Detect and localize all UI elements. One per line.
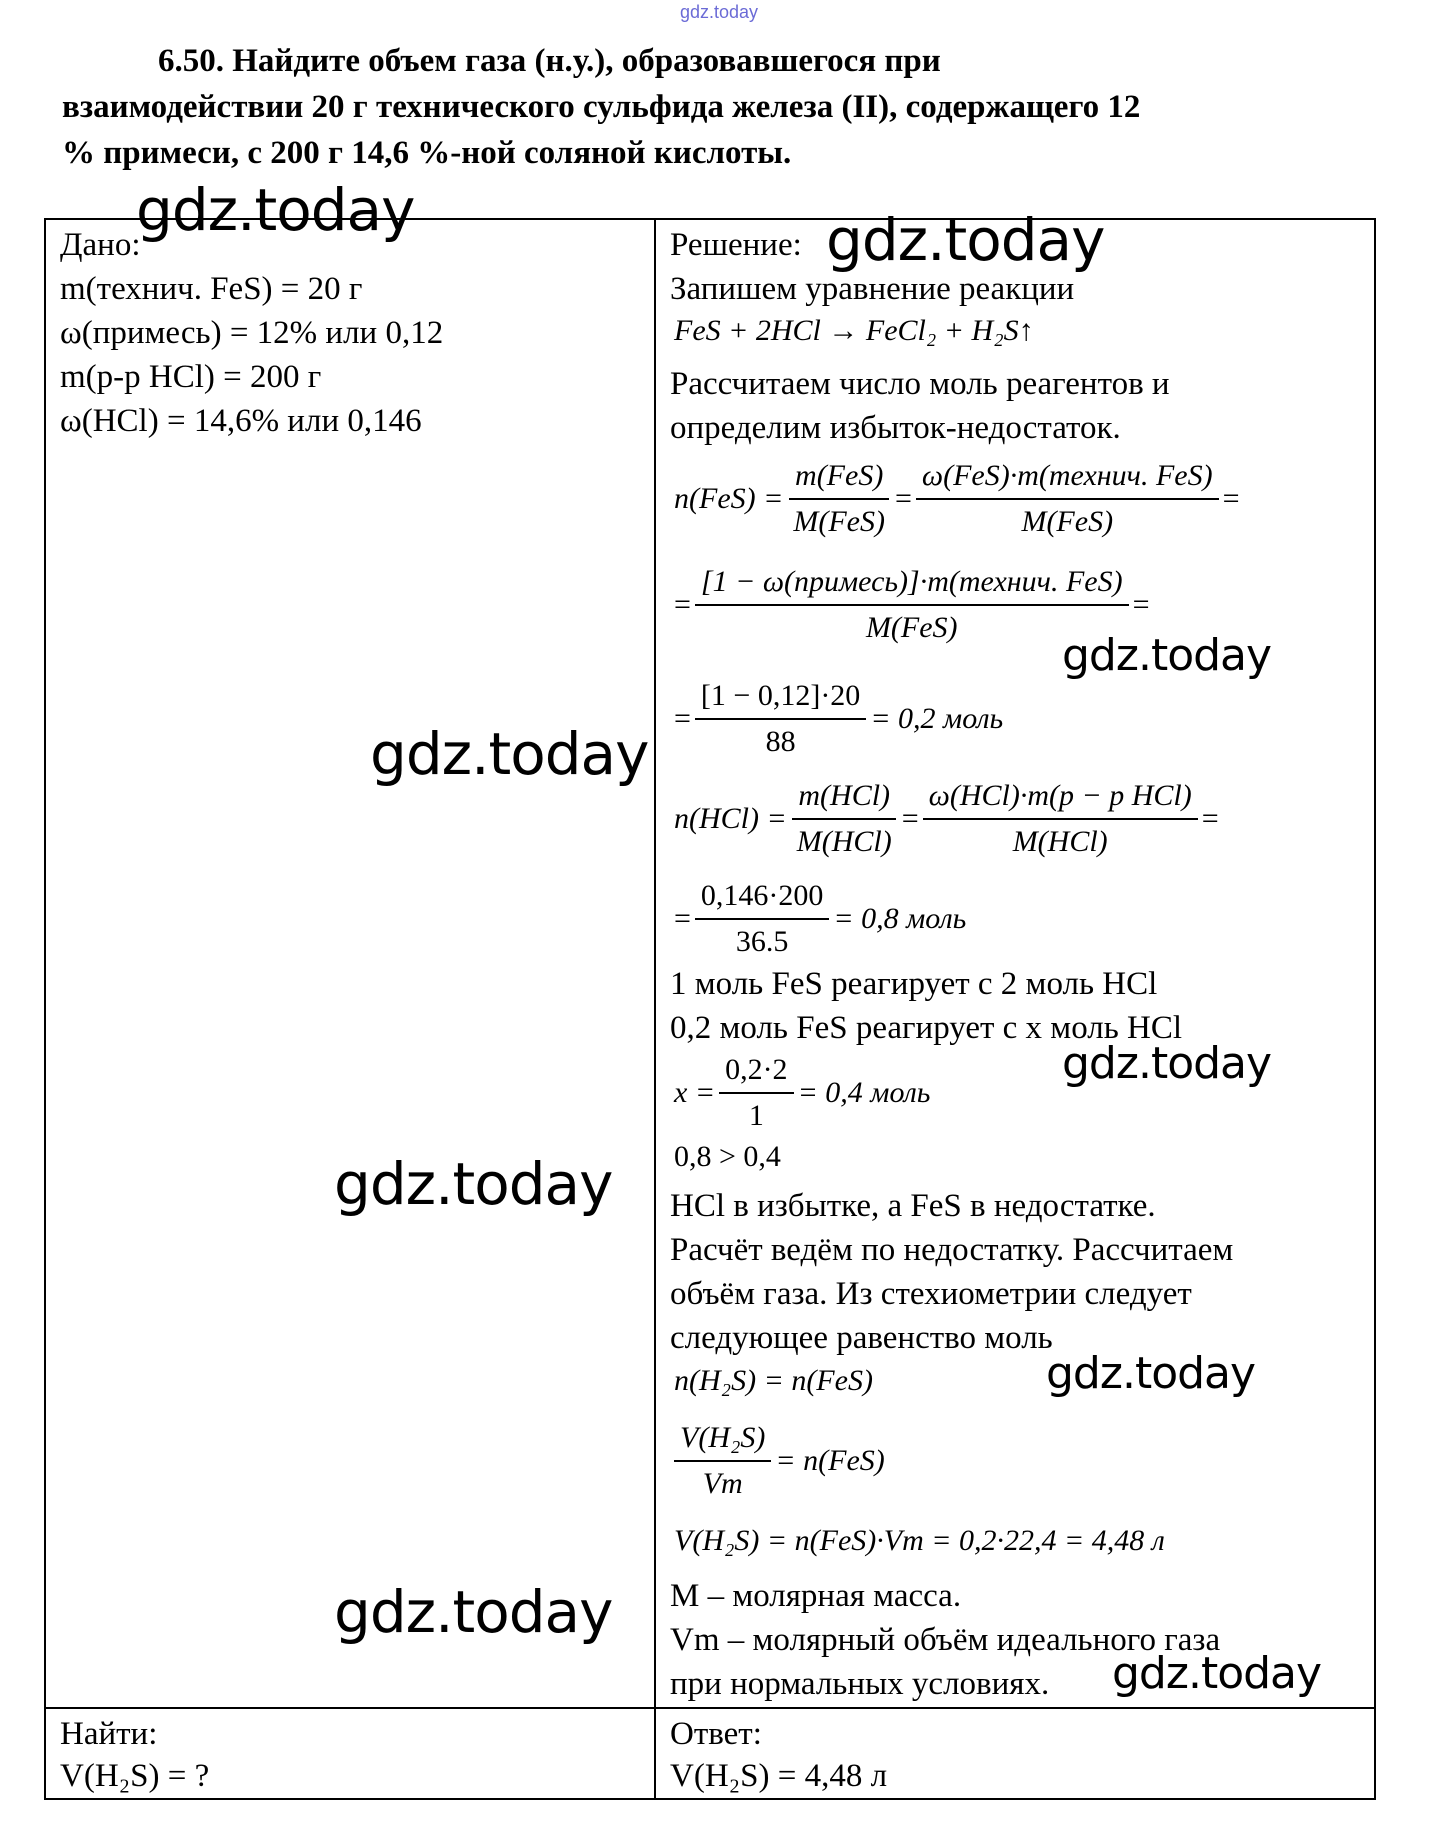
table-divider-vertical	[654, 218, 656, 1800]
fraction	[695, 676, 866, 762]
reaction-equation: FeS + 2HCl → FeCl₂ + H₂S↑	[674, 314, 1034, 347]
n-fes-formula-cont: = $\frac{\text{[1 − ω(примесь)]·m(технич. FeS)}}{\text{M(FeS)}}$ =	[674, 562, 1150, 648]
note-molar-mass: M – молярная масса.	[670, 1578, 962, 1614]
given-item: ω(примесь) = 12% или 0,12	[60, 315, 444, 351]
problem-line-1: 6.50. Найдите объем газа (н.у.), образовавшегося при	[158, 43, 941, 79]
fraction	[916, 456, 1219, 542]
find-value: V(H₂S) = ?	[60, 1758, 210, 1794]
solution-title: Решение:	[670, 227, 802, 263]
numerator: [1 − ω(примесь)]·m(технич. FeS)	[695, 562, 1129, 606]
solution-text-3: следующее равенство моль	[670, 1320, 1053, 1356]
answer-value: V(H₂S) = 4,48 л	[670, 1758, 888, 1794]
n-hcl-result: = 0,8 моль	[833, 902, 967, 935]
table-divider-horizontal	[44, 1707, 1376, 1709]
watermark: gdz.today	[136, 176, 415, 244]
denominator: M(HCl)	[1012, 825, 1108, 858]
problem-line-2: взаимодействии 20 г технического сульфида железа (II), содержащего 12	[62, 89, 1141, 125]
x-formula	[674, 1050, 930, 1136]
note-molar-volume-1: Vm – молярный объём идеального газа	[670, 1622, 1221, 1658]
fraction	[791, 776, 898, 862]
volume-rhs: = n(FeS)	[775, 1444, 885, 1477]
n-fes-value: = $\frac{[1 - 0,12]\cdot 20}{88}$ = 0,2 моль	[674, 676, 1003, 762]
mole-equality: n(H₂S) = n(FeS)	[674, 1364, 873, 1397]
volume-final: V(H₂S) = n(FeS)·Vm = 0,2·22,4 = 4,48 л	[674, 1524, 1165, 1557]
numerator: m(HCl)	[792, 776, 896, 820]
excess-text: HCl в избытке, а FeS в недостатке.	[670, 1188, 1156, 1224]
denominator: M(HCl)	[796, 825, 892, 858]
compare: 0,8 > 0,4	[674, 1140, 781, 1173]
numerator: ω(HCl)·m(p − p HCl)	[923, 776, 1198, 820]
ratio-line-1: 1 моль FeS реагирует с 2 моль HCl	[670, 966, 1158, 1002]
numerator: [1 − 0,12]·20	[695, 676, 866, 720]
x-lhs: x =	[674, 1076, 716, 1109]
given-title: Дано:	[60, 227, 141, 263]
n-hcl-lhs: n(HCl) =	[674, 802, 787, 835]
find-title: Найти:	[60, 1716, 158, 1752]
numerator: ω(FeS)·m(технич. FeS)	[916, 456, 1219, 500]
note-molar-volume-2: при нормальных условиях.	[670, 1666, 1050, 1702]
watermark: gdz.today	[334, 1578, 613, 1646]
volume-ratio	[674, 1418, 885, 1504]
fraction	[719, 1050, 794, 1136]
watermark: gdz.today	[826, 206, 1105, 274]
problem-line-3: % примеси, с 200 г 14,6 %-ной соляной кислоты.	[62, 135, 792, 171]
watermark: gdz.today	[334, 1150, 613, 1218]
denominator: Vm	[702, 1467, 743, 1500]
fraction	[695, 876, 830, 962]
given-item: m(р-р HCl) = 200 г	[60, 359, 322, 395]
numerator: 0,2·2	[719, 1050, 794, 1094]
denominator: M(FeS)	[793, 505, 885, 538]
solution-text-1: Расчёт ведём по недостатку. Рассчитаем	[670, 1232, 1234, 1268]
table-border-right	[1374, 218, 1376, 1800]
watermark: gdz.today	[1062, 630, 1272, 681]
denominator: 36.5	[735, 925, 789, 958]
problem-statement	[62, 38, 1362, 176]
n-fes-result: = 0,2 моль	[870, 702, 1004, 735]
fraction	[674, 1418, 771, 1504]
numerator: V(H₂S)	[674, 1418, 771, 1462]
calc-intro-1: Рассчитаем число моль реагентов и	[670, 366, 1170, 402]
numerator: 0,146·200	[695, 876, 830, 920]
watermark: gdz.today	[370, 720, 649, 788]
denominator: 88	[765, 725, 796, 758]
site-watermark-top: gdz.today	[680, 2, 759, 22]
denominator: M(FeS)	[1021, 505, 1114, 538]
numerator: m(FeS)	[789, 456, 889, 500]
table-border-bottom	[44, 1798, 1376, 1800]
given-item: m(технич. FeS) = 20 г	[60, 271, 363, 307]
n-fes-formula: n(FeS) = $\frac{\text{m(FeS)}}{\text{M(FeS)}}$ = $\frac{\text{ω(FeS)·m(технич. FeS)}}{\text{M(FeS)}}$ =	[674, 456, 1240, 542]
fraction	[923, 776, 1198, 862]
x-result: = 0,4 моль	[797, 1076, 931, 1109]
solution-text-2: объём газа. Из стехиометрии следует	[670, 1276, 1192, 1312]
n-fes-lhs: n(FeS) =	[674, 482, 784, 515]
n-hcl-value: = $\frac{0,146\cdot 200}{36.5}$ = 0,8 моль	[674, 876, 966, 962]
watermark: gdz.today	[1046, 1348, 1256, 1399]
ratio-line-2: 0,2 моль FeS реагирует с x моль HCl	[670, 1010, 1183, 1046]
table-border-left	[44, 218, 46, 1800]
equation-intro: Запишем уравнение реакции	[670, 271, 1075, 307]
denominator: 1	[748, 1099, 764, 1132]
calc-intro-2: определим избыток-недостаток.	[670, 410, 1121, 446]
watermark: gdz.today	[1062, 1038, 1272, 1089]
answer-title: Ответ:	[670, 1716, 762, 1752]
fraction	[787, 456, 891, 542]
denominator: M(FeS)	[865, 611, 958, 644]
n-hcl-formula: n(HCl) = $\frac{\text{m(HCl)}}{\text{M(HCl)}}$ = $\frac{\text{ω(HCl)·m(p − p HCl)}}{\text{M(HCl)}}$ =	[674, 776, 1219, 862]
given-item: ω(HCl) = 14,6% или 0,146	[60, 403, 422, 439]
watermark: gdz.today	[1112, 1648, 1322, 1699]
